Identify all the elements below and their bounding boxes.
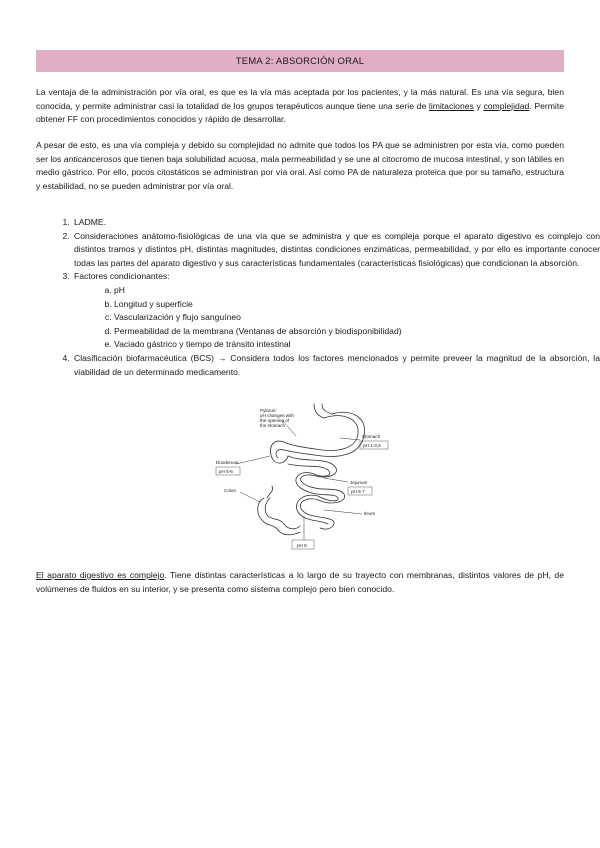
stomach-ph-label: pH 1-3,5 xyxy=(363,443,381,448)
duodenum-outline xyxy=(276,450,284,458)
main-list xyxy=(36,216,600,379)
title-bar xyxy=(36,50,564,72)
list-item-consideraciones xyxy=(72,230,600,271)
ileum-ph-label: pH 8 xyxy=(297,543,307,548)
sub-item-vaciado: e. Vaciado gástrico y tiempo de tránsito intestinal xyxy=(114,338,600,352)
factores-sublist xyxy=(74,284,600,352)
list-item-ladme xyxy=(72,216,600,230)
list-item-text: LADME. xyxy=(74,217,106,227)
list-item-bcs xyxy=(72,352,600,379)
stomach-label: Stomach xyxy=(362,434,381,439)
sub-item-permeabilidad: d. Permeabilidad de la membrana (Ventanas de absorción y biodisponibilidad) xyxy=(114,325,600,339)
limitaciones-link: limitaciones xyxy=(428,100,474,111)
colon-pointer xyxy=(240,492,260,502)
p2-end: que tienen baja solubilidad acuosa, mala permeabilidad y se une al citocromo de mucosa intestinal, y son lábiles en medio gástrico. Por ello, pocos citostáticos se administran por vía oral. Así como PA de naturaleza proteica que por su tamaño, estructura y estabilidad, no se pueden administrar por vía oral. xyxy=(36,153,564,191)
esophagus-outline xyxy=(322,404,332,414)
sub-item-longitud: b. Longitud y superficie xyxy=(114,298,600,312)
appendix-outline xyxy=(267,486,273,498)
p1-text: La ventaja de la administración por vía oral, es que es la vía más aceptada por los pacientes, y la más natural. Es una vía segura, bien conocida, y permite administrar casi la totalidad de los grupos terapéuticos aunque tiene una serie de xyxy=(36,87,564,111)
colon-outline xyxy=(265,498,300,529)
list-item-text: Consideraciones anátomo-fisiológicas de una vía que se administra y que es compleja porque el aparato digestivo es complejo con distintos tramos y distintos pH, distintas magnitudes, distintas condiciones enzimáticas, permeabilidad, y por ello es importante conocer todas las partes del aparato digestivo y sus características fundamentales (características fisiológicas) que condicionan la absorción. xyxy=(74,230,600,268)
sub-item-vascularizacion: c. Vascularización y flujo sanguíneo xyxy=(114,311,600,325)
pylorus-label: Pylorus: xyxy=(260,408,277,413)
list-item-text: Clasificación biofarmacéutica (BCS) → Considera todos los factores mencionados y permite preveer la magnitud de la absorción, la viabilidad de un determinado medicamento. xyxy=(74,352,600,377)
pylorus-note: the stomach xyxy=(260,423,286,428)
ileum-outline xyxy=(296,495,328,524)
closing-text: . Tiene distintas características a lo largo de su trayecto con membranas, distintos valores de pH, de volúmenes de fluidos en su interior, y se presenta como sistema complejo pero bien conocido. xyxy=(36,570,564,594)
closing-lead: El aparato digestivo es complejo xyxy=(36,570,165,580)
anticancerosos-term: anticancerosos xyxy=(63,153,122,164)
duodenum-label: Duodenum xyxy=(216,460,239,465)
page-title: TEMA 2: ABSORCIÓN ORAL xyxy=(235,55,365,67)
colon-outline xyxy=(258,498,300,535)
stomach-outline xyxy=(284,416,358,451)
duodenum-pointer xyxy=(236,456,270,464)
intro-paragraph-1 xyxy=(36,86,564,127)
ileum-label: Ileum xyxy=(364,511,376,516)
p1-and: y xyxy=(473,100,484,111)
pylorus-note: the opening of xyxy=(260,418,290,423)
digestive-tract-figure xyxy=(212,402,398,552)
duodenum-ph-label: pH 5-6 xyxy=(219,469,233,474)
complejidad-link: complejidad xyxy=(483,100,530,111)
intro-paragraph-2 xyxy=(36,139,564,193)
digestive-tract-diagram xyxy=(212,402,398,552)
pylorus-note: pH changes with xyxy=(260,413,294,418)
closing-paragraph xyxy=(36,569,564,596)
p1-end: . Permite obtener FF con procedimientos conocidos y rápido de desarrollar. xyxy=(36,100,564,125)
list-item-text: Factores condicionantes: xyxy=(74,271,170,282)
duodenum-outline xyxy=(271,441,289,463)
jejunum-ph-label: pH 6-7 xyxy=(351,489,365,494)
jejunum-pointer xyxy=(324,478,348,482)
ileum-pointer xyxy=(324,510,362,514)
colon-label: Colon xyxy=(224,488,237,493)
p2-start: A pesar de esto, es una vía compleja y debido su complejidad no admite que todos los PA que se administren por esta vía, como pueden ser los xyxy=(36,140,564,164)
sub-item-ph: a. pH xyxy=(114,284,600,298)
list-item-factores xyxy=(72,270,600,352)
jejunum-label: Jejunum xyxy=(350,480,368,485)
